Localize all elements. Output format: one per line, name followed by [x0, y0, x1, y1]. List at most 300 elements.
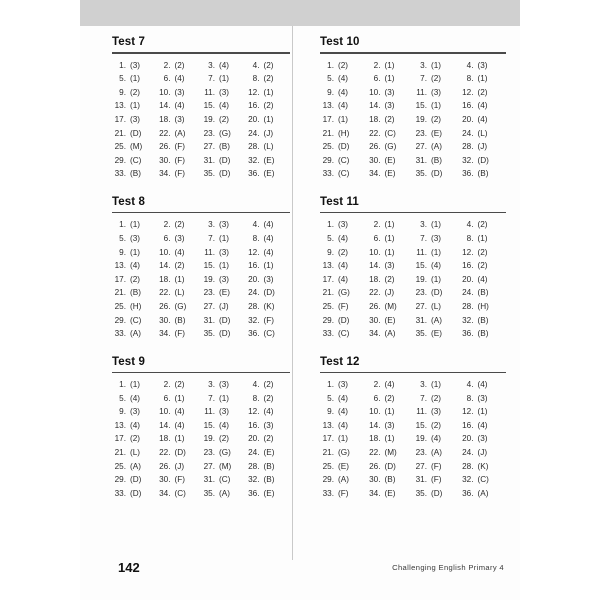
answer-item	[246, 461, 291, 472]
answer-item	[157, 447, 202, 458]
answer-item	[201, 87, 246, 98]
answer-number: 3.	[420, 380, 427, 390]
answer-value: (3)	[477, 60, 488, 70]
answer-value: (G)	[219, 128, 231, 138]
answer-item	[246, 155, 291, 166]
answer-item	[320, 433, 367, 444]
answer-value: (A)	[130, 329, 141, 339]
test-title-rule	[112, 372, 290, 374]
answer-item	[460, 393, 507, 404]
test-title-rule	[112, 52, 290, 54]
answer-item	[320, 73, 367, 84]
answer-value: (K)	[263, 301, 275, 311]
answer-value: (A)	[219, 488, 230, 498]
answer-value: (B)	[174, 315, 186, 325]
answer-number: 28.	[248, 461, 260, 471]
answer-item	[320, 87, 367, 98]
answer-number: 26.	[159, 142, 171, 152]
answer-number: 31.	[203, 475, 215, 485]
answer-item	[460, 233, 507, 244]
answer-item	[413, 168, 460, 179]
answer-number: 33.	[322, 169, 334, 179]
answer-number: 6.	[373, 393, 381, 403]
answer-item	[112, 155, 157, 166]
answer-value: (1)	[384, 407, 395, 417]
answer-value: (M)	[384, 448, 397, 458]
answer-item	[320, 141, 367, 152]
answer-number: 33.	[322, 329, 334, 339]
answer-number: 8.	[466, 233, 474, 243]
answer-value: (C)	[174, 488, 186, 498]
answer-value: (D)	[338, 315, 350, 325]
answer-item	[157, 287, 202, 298]
answer-number: 15.	[415, 101, 427, 111]
answer-value: (4)	[338, 407, 349, 417]
answer-value: (F)	[338, 301, 349, 311]
answer-item	[112, 233, 157, 244]
answer-value: (3)	[130, 233, 141, 243]
answer-item	[413, 315, 460, 326]
answer-item	[413, 301, 460, 312]
answer-value: (3)	[384, 101, 395, 111]
column-divider	[292, 26, 293, 560]
answer-item	[413, 433, 460, 444]
answer-number: 23.	[203, 288, 215, 298]
answer-number: 36.	[462, 169, 474, 179]
answer-value: (D)	[219, 169, 231, 179]
answer-number: 10.	[369, 87, 381, 97]
answer-number: 30.	[159, 315, 171, 325]
answer-number: 20.	[248, 114, 260, 124]
answer-number: 9.	[327, 87, 334, 97]
answer-item	[246, 488, 291, 499]
answer-number: 22.	[369, 448, 381, 458]
answer-value: (4)	[477, 101, 488, 111]
answer-item	[460, 287, 507, 298]
answer-item	[367, 219, 414, 230]
answer-item	[112, 114, 157, 125]
answer-number: 11.	[204, 247, 215, 257]
answer-value: (2)	[174, 380, 185, 390]
answer-value: (4)	[219, 101, 230, 111]
answer-item	[413, 420, 460, 431]
answer-number: 21.	[114, 128, 126, 138]
answer-value: (C)	[477, 475, 489, 485]
answer-number: 18.	[369, 274, 381, 284]
answer-number: 17.	[322, 274, 334, 284]
answer-number: 16.	[462, 261, 474, 271]
answer-number: 13.	[114, 261, 126, 271]
answer-item	[157, 315, 202, 326]
answer-value: (1)	[431, 274, 442, 284]
answer-value: (3)	[338, 380, 349, 390]
answer-number: 1.	[119, 380, 126, 390]
test-title: Test 12	[320, 355, 360, 368]
answer-item	[413, 260, 460, 271]
answer-item	[112, 128, 157, 139]
answer-item	[246, 420, 291, 431]
answer-value: (1)	[384, 220, 395, 230]
answer-value: (3)	[219, 87, 230, 97]
test-block	[320, 196, 506, 340]
answer-value: (3)	[174, 114, 185, 124]
answer-item	[460, 141, 507, 152]
answer-value: (4)	[174, 74, 185, 84]
answer-item	[157, 155, 202, 166]
answer-number: 4.	[252, 220, 260, 230]
answer-number: 5.	[327, 74, 334, 84]
answer-number: 29.	[322, 475, 334, 485]
answer-item	[320, 60, 367, 71]
answer-value: (J)	[174, 461, 185, 471]
answer-value: (4)	[263, 407, 274, 417]
answer-item	[413, 100, 460, 111]
answer-grid	[112, 379, 290, 499]
answer-value: (D)	[384, 461, 396, 471]
answer-item	[201, 274, 246, 285]
column-right	[300, 26, 520, 600]
answer-number: 17.	[114, 274, 126, 284]
answer-value: (2)	[384, 114, 395, 124]
answer-number: 30.	[369, 155, 381, 165]
answer-value: (E)	[384, 315, 396, 325]
answer-number: 3.	[208, 380, 215, 390]
answer-value: (1)	[384, 247, 395, 257]
answer-number: 34.	[369, 329, 381, 339]
answer-number: 7.	[208, 393, 215, 403]
answer-number: 4.	[466, 380, 474, 390]
answer-item	[246, 406, 291, 417]
answer-number: 4.	[466, 220, 474, 230]
answer-item	[201, 488, 246, 499]
answer-item	[201, 168, 246, 179]
answer-item	[201, 315, 246, 326]
answer-item	[201, 73, 246, 84]
test-title: Test 10	[320, 36, 360, 48]
answer-item	[157, 60, 202, 71]
answer-item	[460, 219, 507, 230]
test-title: Test 8	[112, 195, 145, 208]
answer-number: 24.	[462, 288, 474, 298]
answer-number: 30.	[159, 475, 171, 485]
test-title: Test 7	[112, 36, 145, 48]
answer-item	[201, 155, 246, 166]
answer-item	[201, 219, 246, 230]
answer-item	[246, 433, 291, 444]
answer-item	[460, 73, 507, 84]
answer-value: (H)	[130, 301, 142, 311]
answer-item	[201, 301, 246, 312]
answer-value: (1)	[384, 60, 395, 70]
answer-value: (G)	[384, 142, 397, 152]
answer-value: (3)	[219, 407, 230, 417]
answer-value: (1)	[477, 74, 488, 84]
answer-value: (D)	[219, 329, 231, 339]
answer-number: 18.	[159, 274, 171, 284]
answer-value: (E)	[263, 169, 275, 179]
answer-item	[367, 274, 414, 285]
answer-value: (F)	[174, 155, 185, 165]
answer-item	[320, 420, 367, 431]
answer-value: (4)	[338, 420, 349, 430]
answer-number: 6.	[373, 233, 381, 243]
answer-number: 2.	[373, 60, 381, 70]
answer-number: 13.	[322, 420, 334, 430]
answer-value: (2)	[130, 434, 141, 444]
answer-number: 29.	[322, 155, 334, 165]
answer-item	[246, 141, 291, 152]
answer-number: 11.	[416, 247, 427, 257]
answer-value: (D)	[338, 142, 350, 152]
answer-item	[367, 379, 414, 390]
answer-number: 21.	[322, 288, 334, 298]
answer-item	[112, 420, 157, 431]
answer-item	[320, 168, 367, 179]
answer-number: 7.	[208, 74, 215, 84]
answer-value: (C)	[130, 315, 142, 325]
page-columns	[80, 26, 520, 600]
answer-item	[246, 474, 291, 485]
answer-item	[246, 315, 291, 326]
answer-number: 29.	[114, 475, 126, 485]
answer-item	[246, 301, 291, 312]
answer-number: 32.	[248, 315, 260, 325]
answer-item	[112, 260, 157, 271]
answer-number: 12.	[248, 247, 260, 257]
answer-number: 34.	[159, 329, 171, 339]
answer-number: 24.	[248, 128, 260, 138]
answer-value: (B)	[477, 169, 489, 179]
answer-item	[246, 219, 291, 230]
answer-number: 13.	[322, 261, 334, 271]
answer-value: (E)	[263, 155, 275, 165]
answer-number: 11.	[416, 87, 427, 97]
answer-item	[112, 141, 157, 152]
answer-value: (2)	[338, 60, 349, 70]
answer-value: (L)	[263, 142, 274, 152]
answer-item	[367, 315, 414, 326]
answer-number: 32.	[462, 475, 474, 485]
answer-item	[460, 247, 507, 258]
answer-item	[413, 73, 460, 84]
answer-item	[157, 274, 202, 285]
answer-value: (2)	[477, 220, 488, 230]
answer-item	[460, 420, 507, 431]
answer-value: (4)	[338, 261, 349, 271]
answer-value: (4)	[130, 261, 141, 271]
answer-value: (4)	[477, 420, 488, 430]
answer-item	[246, 447, 291, 458]
answer-number: 17.	[114, 434, 126, 444]
answer-number: 3.	[420, 220, 427, 230]
answer-value: (2)	[263, 393, 274, 403]
answer-number: 22.	[369, 288, 381, 298]
answer-number: 1.	[327, 220, 334, 230]
answer-item	[201, 141, 246, 152]
answer-value: (G)	[338, 288, 350, 298]
answer-number: 32.	[248, 155, 260, 165]
answer-number: 4.	[252, 380, 260, 390]
answer-item	[201, 447, 246, 458]
answer-value: (G)	[174, 301, 187, 311]
answer-grid	[112, 60, 290, 180]
answer-number: 26.	[159, 461, 171, 471]
answer-value: (4)	[384, 380, 395, 390]
answer-number: 19.	[415, 114, 427, 124]
answer-value: (3)	[174, 233, 185, 243]
answer-number: 23.	[415, 128, 427, 138]
answer-value: (J)	[263, 128, 274, 138]
answer-number: 27.	[203, 301, 215, 311]
answer-value: (2)	[384, 274, 395, 284]
answer-number: 30.	[369, 315, 381, 325]
answer-item	[246, 100, 291, 111]
answer-value: (4)	[174, 247, 185, 257]
answer-number: 16.	[462, 420, 474, 430]
answer-number: 8.	[466, 393, 474, 403]
answer-number: 33.	[114, 488, 126, 498]
answer-number: 21.	[114, 448, 126, 458]
answer-number: 21.	[114, 288, 126, 298]
answer-value: (L)	[174, 288, 185, 298]
answer-item	[157, 73, 202, 84]
answer-item	[157, 87, 202, 98]
answer-item	[112, 393, 157, 404]
answer-item	[201, 128, 246, 139]
answer-item	[201, 60, 246, 71]
answer-value: (1)	[130, 380, 141, 390]
answer-value: (1)	[263, 114, 274, 124]
answer-value: (1)	[384, 434, 395, 444]
answer-number: 32.	[248, 475, 260, 485]
answer-item	[201, 433, 246, 444]
answer-value: (1)	[477, 407, 488, 417]
answer-value: (D)	[219, 155, 231, 165]
answer-value: (3)	[219, 274, 230, 284]
answer-value: (2)	[219, 434, 230, 444]
answer-number: 18.	[369, 434, 381, 444]
answer-value: (3)	[384, 420, 395, 430]
answer-grid	[320, 219, 506, 339]
answer-number: 25.	[114, 461, 126, 471]
answer-value: (1)	[431, 60, 442, 70]
answer-item	[413, 141, 460, 152]
answer-number: 33.	[322, 488, 334, 498]
answer-item	[460, 406, 507, 417]
answer-number: 26.	[159, 301, 171, 311]
answer-number: 19.	[203, 434, 215, 444]
answer-item	[201, 328, 246, 339]
answer-value: (A)	[431, 142, 442, 152]
answer-number: 10.	[369, 407, 381, 417]
answer-value: (G)	[338, 448, 350, 458]
test-title-rule	[112, 212, 290, 214]
answer-value: (B)	[477, 315, 489, 325]
answer-number: 5.	[327, 393, 334, 403]
answer-item	[112, 274, 157, 285]
answer-value: (3)	[219, 220, 230, 230]
answer-item	[367, 406, 414, 417]
answer-value: (4)	[477, 380, 488, 390]
answer-item	[367, 87, 414, 98]
answer-value: (2)	[338, 247, 349, 257]
answer-item	[320, 233, 367, 244]
answer-value: (H)	[338, 128, 350, 138]
answer-number: 28.	[248, 142, 260, 152]
answer-number: 13.	[322, 101, 334, 111]
answer-item	[112, 168, 157, 179]
answer-number: 35.	[415, 488, 427, 498]
answer-value: (2)	[174, 60, 185, 70]
answer-value: (2)	[263, 434, 274, 444]
answer-item	[367, 73, 414, 84]
page-number: 142	[118, 560, 140, 575]
answer-number: 35.	[415, 329, 427, 339]
answer-item	[246, 60, 291, 71]
answer-number: 25.	[114, 142, 126, 152]
answer-value: (1)	[384, 233, 395, 243]
column-left	[80, 26, 300, 600]
answer-item	[112, 433, 157, 444]
answer-value: (C)	[338, 329, 350, 339]
answer-number: 12.	[462, 87, 474, 97]
answer-item	[460, 260, 507, 271]
answer-item	[201, 379, 246, 390]
answer-number: 6.	[163, 74, 171, 84]
answer-value: (2)	[219, 114, 230, 124]
answer-item	[157, 420, 202, 431]
answer-number: 12.	[248, 87, 260, 97]
answer-number: 2.	[373, 220, 381, 230]
answer-value: (B)	[130, 169, 141, 179]
answer-value: (4)	[338, 101, 349, 111]
answer-item	[112, 219, 157, 230]
answer-number: 22.	[159, 448, 171, 458]
answer-item	[157, 260, 202, 271]
answer-item	[320, 287, 367, 298]
answer-item	[112, 315, 157, 326]
answer-number: 12.	[248, 407, 260, 417]
answer-item	[320, 114, 367, 125]
answer-value: (1)	[263, 87, 274, 97]
answer-value: (1)	[174, 434, 185, 444]
answer-number: 10.	[159, 87, 171, 97]
answer-number: 9.	[119, 407, 126, 417]
answer-value: (D)	[477, 155, 489, 165]
answer-number: 25.	[114, 301, 126, 311]
answer-item	[367, 141, 414, 152]
answer-item	[320, 301, 367, 312]
answer-item	[367, 287, 414, 298]
answer-item	[413, 247, 460, 258]
answer-item	[157, 393, 202, 404]
test-block	[112, 356, 290, 500]
answer-number: 19.	[415, 434, 427, 444]
answer-item	[246, 379, 291, 390]
answer-item	[367, 447, 414, 458]
answer-value: (4)	[477, 274, 488, 284]
answer-value: (4)	[174, 407, 185, 417]
answer-number: 3.	[208, 220, 215, 230]
answer-value: (H)	[477, 301, 489, 311]
answer-item	[413, 128, 460, 139]
answer-value: (C)	[219, 475, 231, 485]
test-block	[112, 36, 290, 180]
answer-value: (2)	[263, 60, 274, 70]
answer-item	[246, 393, 291, 404]
answer-number: 19.	[203, 114, 215, 124]
answer-value: (1)	[477, 233, 488, 243]
